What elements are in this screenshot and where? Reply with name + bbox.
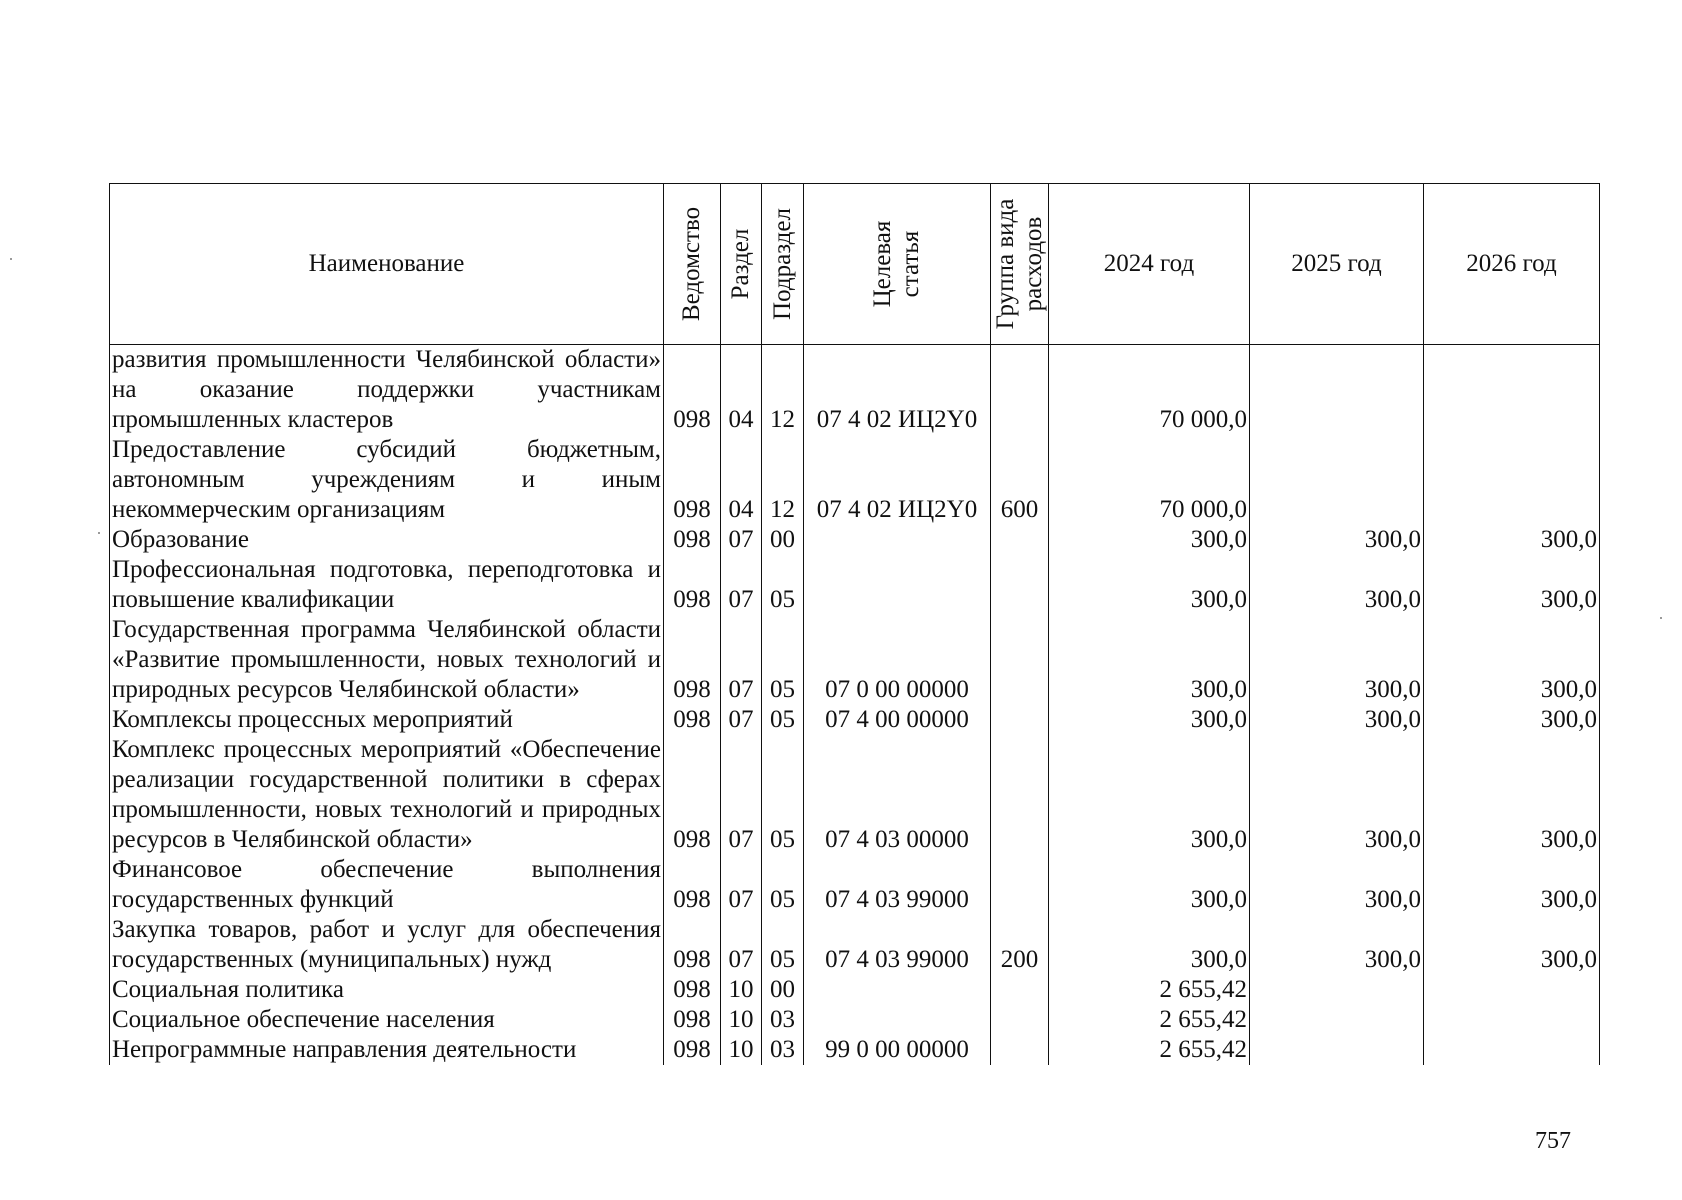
cell-expense-group [991, 345, 1049, 436]
cell-subsection: 05 [762, 615, 804, 705]
cell-dept: 098 [664, 1005, 721, 1035]
header-section-label: Раздел [727, 228, 754, 300]
cell-2025: 300,0 [1250, 555, 1424, 615]
cell-target [804, 525, 991, 555]
cell-section: 10 [721, 1005, 762, 1035]
cell-name: Комплекс процессных мероприятий «Обеспечение реализации государственной политики в сферах промышленности, новых технологий и природных ресурсов в Челябинской области» [110, 735, 664, 855]
cell-dept: 098 [664, 915, 721, 975]
cell-section: 07 [721, 735, 762, 855]
cell-expense-group [991, 705, 1049, 735]
table-row [110, 525, 1600, 555]
cell-2024: 300,0 [1049, 615, 1250, 705]
cell-subsection: 05 [762, 855, 804, 915]
cell-dept: 098 [664, 855, 721, 915]
cell-subsection: 12 [762, 435, 804, 525]
table-row [110, 705, 1600, 735]
cell-2025: 300,0 [1250, 855, 1424, 915]
cell-2026 [1424, 435, 1600, 525]
cell-dept: 098 [664, 615, 721, 705]
cell-2025 [1250, 345, 1424, 436]
cell-2026 [1424, 1035, 1600, 1065]
table-row [110, 435, 1600, 525]
budget-table [109, 183, 1600, 1065]
table-row [110, 915, 1600, 975]
cell-target: 07 4 02 ИЦ2Y0 [804, 345, 991, 436]
cell-target [804, 1005, 991, 1035]
cell-target: 07 4 03 00000 [804, 735, 991, 855]
cell-2024: 300,0 [1049, 705, 1250, 735]
cell-target: 07 0 00 00000 [804, 615, 991, 705]
cell-subsection: 12 [762, 345, 804, 436]
cell-expense-group: 200 [991, 915, 1049, 975]
header-name: Наименование [110, 184, 664, 345]
cell-2026 [1424, 1005, 1600, 1035]
cell-subsection: 05 [762, 705, 804, 735]
cell-name: Социальное обеспечение населения [110, 1005, 664, 1035]
cell-name: Закупка товаров, работ и услуг для обеспечения государственных (муниципальных) нужд [110, 915, 664, 975]
cell-2026 [1424, 975, 1600, 1005]
cell-dept: 098 [664, 735, 721, 855]
cell-dept: 098 [664, 435, 721, 525]
cell-dept: 098 [664, 705, 721, 735]
cell-dept: 098 [664, 975, 721, 1005]
table-row [110, 1005, 1600, 1035]
cell-name: Непрограммные направления деятельности [110, 1035, 664, 1065]
cell-2025 [1250, 1035, 1424, 1065]
cell-2025 [1250, 1005, 1424, 1035]
header-target-label: Целевая статья [869, 220, 924, 308]
cell-2026: 300,0 [1424, 735, 1600, 855]
cell-name: Социальная политика [110, 975, 664, 1005]
cell-section: 04 [721, 345, 762, 436]
scan-speck [98, 532, 100, 534]
table-body [110, 345, 1600, 1066]
header-dept-label: Ведомство [678, 206, 705, 322]
cell-expense-group [991, 555, 1049, 615]
cell-2026: 300,0 [1424, 705, 1600, 735]
cell-section: 10 [721, 1035, 762, 1065]
cell-subsection: 00 [762, 975, 804, 1005]
table-row [110, 345, 1600, 436]
cell-2026: 300,0 [1424, 855, 1600, 915]
table-row [110, 855, 1600, 915]
cell-2024: 70 000,0 [1049, 345, 1250, 436]
table-row [110, 615, 1600, 705]
cell-dept: 098 [664, 555, 721, 615]
page-number: 757 [1535, 1128, 1571, 1154]
cell-2025: 300,0 [1250, 915, 1424, 975]
cell-name: Финансовое обеспечение выполнения государственных функций [110, 855, 664, 915]
header-section [721, 184, 762, 345]
cell-name: Профессиональная подготовка, переподготовка и повышение квалификации [110, 555, 664, 615]
cell-target [804, 555, 991, 615]
cell-2024: 300,0 [1049, 525, 1250, 555]
cell-2024: 300,0 [1049, 555, 1250, 615]
header-target [804, 184, 991, 345]
cell-expense-group [991, 525, 1049, 555]
cell-expense-group [991, 615, 1049, 705]
cell-target: 07 4 03 99000 [804, 915, 991, 975]
cell-section: 10 [721, 975, 762, 1005]
cell-2026: 300,0 [1424, 525, 1600, 555]
cell-expense-group [991, 735, 1049, 855]
cell-target: 99 0 00 00000 [804, 1035, 991, 1065]
table-row [110, 735, 1600, 855]
cell-2025: 300,0 [1250, 705, 1424, 735]
cell-2024: 70 000,0 [1049, 435, 1250, 525]
cell-2024: 300,0 [1049, 915, 1250, 975]
cell-name: Предоставление субсидий бюджетным, автономным учреждениям и иным некоммерческим организациям [110, 435, 664, 525]
cell-2026 [1424, 345, 1600, 436]
cell-expense-group [991, 975, 1049, 1005]
cell-name: Образование [110, 525, 664, 555]
cell-expense-group [991, 1035, 1049, 1065]
cell-2024: 2 655,42 [1049, 1035, 1250, 1065]
cell-section: 07 [721, 525, 762, 555]
cell-dept: 098 [664, 525, 721, 555]
cell-2024: 300,0 [1049, 855, 1250, 915]
cell-target: 07 4 02 ИЦ2Y0 [804, 435, 991, 525]
cell-name: Государственная программа Челябинской области «Развитие промышленности, новых технологий и природных ресурсов Челябинской области» [110, 615, 664, 705]
cell-section: 04 [721, 435, 762, 525]
header-subsection [762, 184, 804, 345]
cell-2026: 300,0 [1424, 555, 1600, 615]
cell-expense-group [991, 855, 1049, 915]
header-expense-group [991, 184, 1049, 345]
cell-dept: 098 [664, 1035, 721, 1065]
table-row [110, 1035, 1600, 1065]
scan-speck [1660, 617, 1662, 619]
cell-target [804, 975, 991, 1005]
cell-subsection: 05 [762, 915, 804, 975]
cell-section: 07 [721, 855, 762, 915]
table-row [110, 555, 1600, 615]
cell-2025 [1250, 975, 1424, 1005]
cell-2026: 300,0 [1424, 915, 1600, 975]
header-dept [664, 184, 721, 345]
cell-target: 07 4 00 00000 [804, 705, 991, 735]
cell-name: Комплексы процессных мероприятий [110, 705, 664, 735]
cell-2024: 300,0 [1049, 735, 1250, 855]
cell-dept: 098 [664, 345, 721, 436]
cell-subsection: 05 [762, 735, 804, 855]
cell-2025: 300,0 [1250, 525, 1424, 555]
cell-subsection: 00 [762, 525, 804, 555]
table-row [110, 975, 1600, 1005]
cell-subsection: 03 [762, 1005, 804, 1035]
header-subsection-label: Подраздел [768, 208, 796, 320]
cell-2024: 2 655,42 [1049, 1005, 1250, 1035]
cell-section: 07 [721, 705, 762, 735]
scan-speck [10, 258, 12, 260]
cell-2025 [1250, 435, 1424, 525]
cell-section: 07 [721, 915, 762, 975]
cell-subsection: 03 [762, 1035, 804, 1065]
cell-2026: 300,0 [1424, 615, 1600, 705]
header-2024: 2024 год [1049, 184, 1250, 345]
cell-name: развития промышленности Челябинской области» на оказание поддержки участникам промышленных кластеров [110, 345, 664, 436]
cell-target: 07 4 03 99000 [804, 855, 991, 915]
cell-expense-group [991, 1005, 1049, 1035]
header-2026: 2026 год [1424, 184, 1600, 345]
cell-2024: 2 655,42 [1049, 975, 1250, 1005]
cell-2025: 300,0 [1250, 615, 1424, 705]
cell-expense-group: 600 [991, 435, 1049, 525]
cell-2025: 300,0 [1250, 735, 1424, 855]
cell-subsection: 05 [762, 555, 804, 615]
header-expense-group-label: Группа вида расходов [991, 198, 1047, 330]
table-header-row [110, 184, 1600, 345]
cell-section: 07 [721, 615, 762, 705]
cell-section: 07 [721, 555, 762, 615]
header-2025: 2025 год [1250, 184, 1424, 345]
